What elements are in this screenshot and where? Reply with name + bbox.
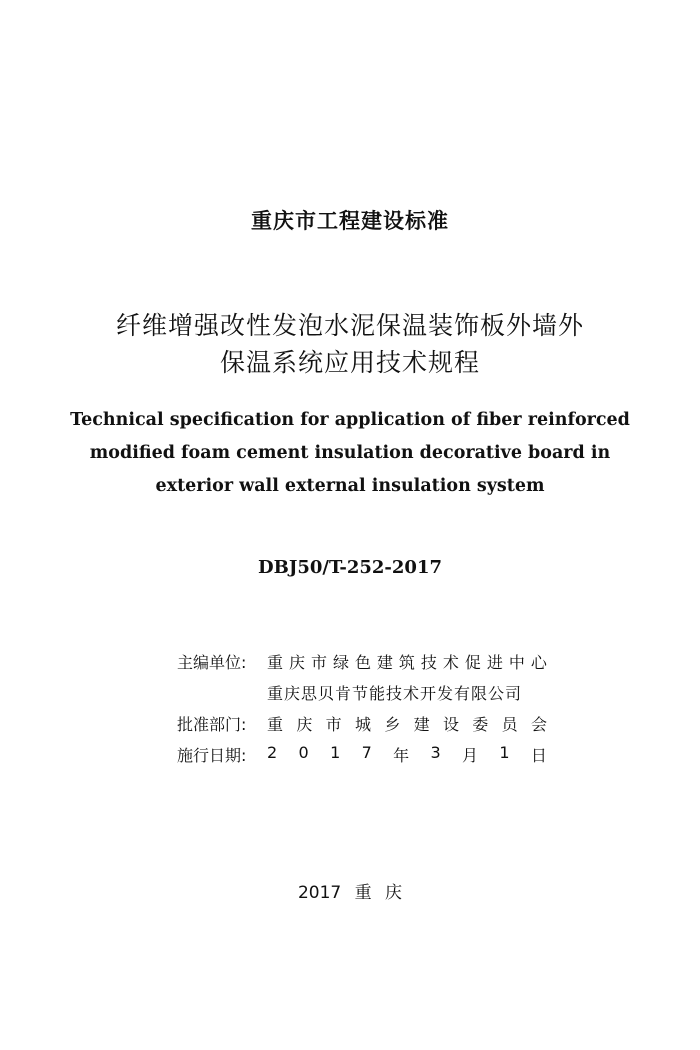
approver-char: 设 bbox=[442, 715, 459, 734]
approver-char: 员 bbox=[501, 715, 518, 734]
chinese-title bbox=[0, 307, 700, 381]
date-char: 1 bbox=[330, 743, 341, 762]
editor-char: 市 bbox=[310, 653, 327, 672]
english-title-line-1: Technical specification for application of fiber reinforced bbox=[70, 410, 630, 430]
editor-char: 促 bbox=[464, 653, 481, 672]
approver-label: 批准部门: bbox=[177, 715, 247, 734]
editor-row-2 bbox=[177, 677, 547, 708]
date-char: 3 bbox=[430, 743, 441, 762]
editor-char: 技 bbox=[420, 653, 437, 672]
date-char: 年 bbox=[393, 746, 410, 765]
chinese-title-line-2: 保温系统应用技术规程 bbox=[219, 348, 480, 377]
editor-char: 进 bbox=[486, 653, 503, 672]
editor-char: 术 bbox=[442, 653, 459, 672]
editor-row bbox=[177, 646, 547, 677]
editor-value-2: 重庆思贝肯节能技术开发有限公司 bbox=[267, 684, 523, 703]
editor-char: 重 bbox=[267, 653, 284, 672]
chinese-title-line-1: 纤维增强改性发泡水泥保温装饰板外墙外 bbox=[115, 311, 584, 340]
editor-char: 中 bbox=[508, 653, 525, 672]
approver-char: 建 bbox=[413, 715, 430, 734]
approver-value bbox=[267, 712, 547, 735]
approver-char: 市 bbox=[325, 715, 342, 734]
editor-char: 建 bbox=[376, 653, 393, 672]
date-value bbox=[267, 743, 547, 766]
date-char: 月 bbox=[462, 746, 479, 765]
editor-char: 庆 bbox=[288, 653, 305, 672]
english-title bbox=[0, 404, 700, 503]
editor-char: 心 bbox=[530, 653, 547, 672]
approver-char: 重 bbox=[267, 715, 284, 734]
editor-label: 主编单位: bbox=[177, 653, 247, 672]
date-label: 施行日期: bbox=[177, 746, 247, 765]
date-char: 日 bbox=[530, 746, 547, 765]
publication-info bbox=[177, 646, 547, 770]
approver-row bbox=[177, 708, 547, 739]
date-row bbox=[177, 739, 547, 770]
editor-char: 筑 bbox=[398, 653, 415, 672]
approver-char: 乡 bbox=[384, 715, 401, 734]
approver-char: 会 bbox=[530, 715, 547, 734]
standard-code: DBJ50/T-252-2017 bbox=[258, 557, 442, 578]
date-char: 0 bbox=[298, 743, 309, 762]
date-char: 7 bbox=[361, 743, 372, 762]
editor-char: 绿 bbox=[332, 653, 349, 672]
approver-char: 庆 bbox=[296, 715, 313, 734]
editor-value bbox=[267, 650, 547, 673]
date-char: 1 bbox=[499, 743, 510, 762]
approver-char: 委 bbox=[472, 715, 489, 734]
approver-char: 城 bbox=[354, 715, 371, 734]
standard-series-title: 重庆市工程建设标准 bbox=[251, 209, 449, 233]
editor-char: 色 bbox=[354, 653, 371, 672]
english-title-line-3: exterior wall external insulation system bbox=[155, 476, 545, 496]
english-title-line-2: modified foam cement insulation decorative board in bbox=[89, 443, 611, 463]
footer-year-city: 2017 重 庆 bbox=[297, 883, 403, 903]
date-char: 2 bbox=[267, 743, 278, 762]
